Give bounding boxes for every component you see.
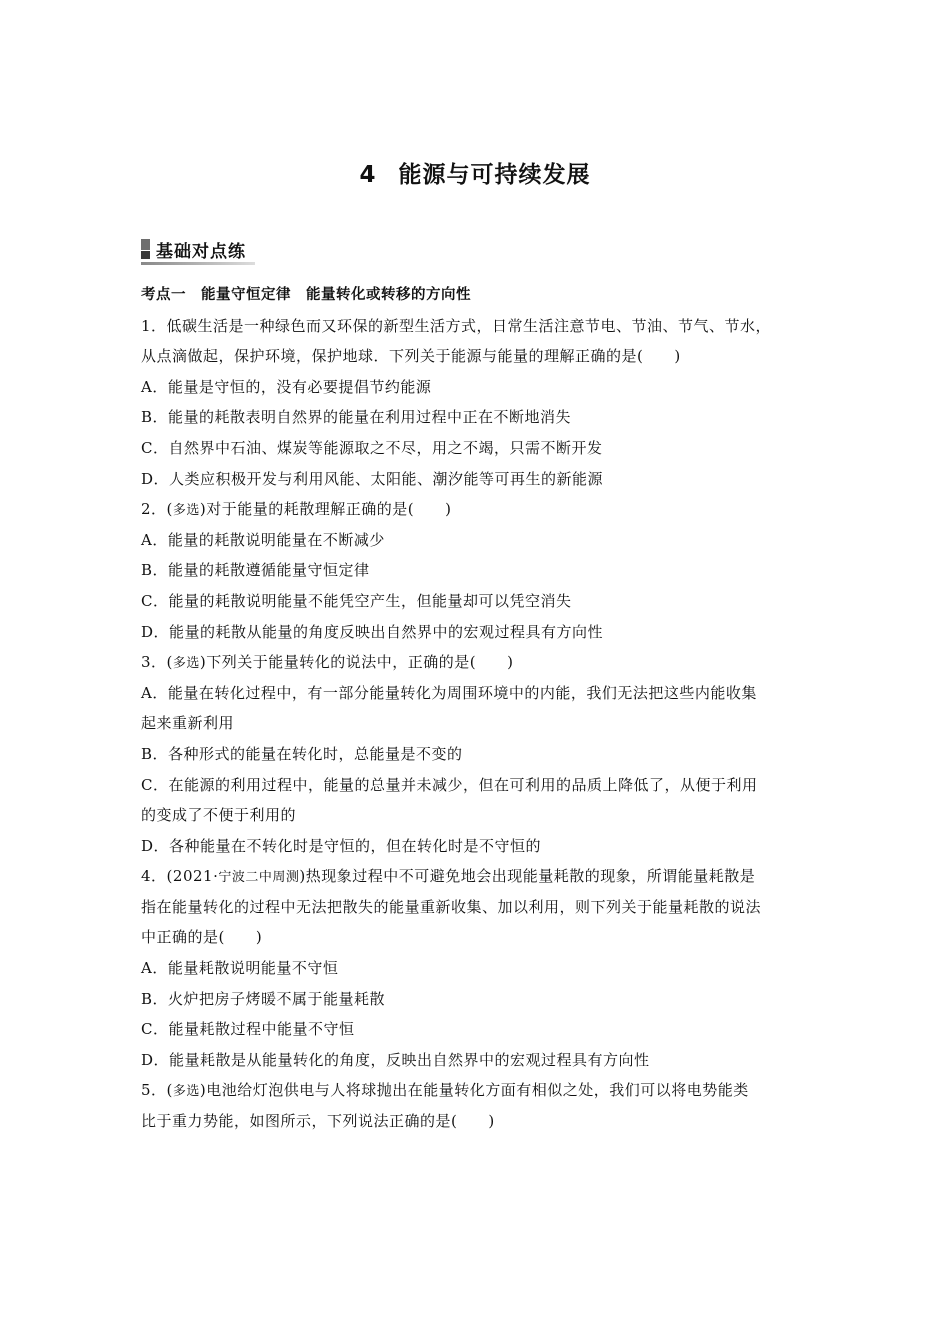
question-prefix: 3．( xyxy=(141,653,173,672)
q2-stem xyxy=(141,494,821,525)
q4-option-d xyxy=(141,1045,821,1076)
line-text: C．能量耗散过程中能量不守恒 xyxy=(141,1020,355,1039)
line-text: 中正确的是( ) xyxy=(141,928,263,947)
question-tag: 多选 xyxy=(172,503,200,519)
line-text: C．能量的耗散说明能量不能凭空产生，但能量却可以凭空消失 xyxy=(141,591,572,610)
line-text: A．能量是守恒的，没有必要提倡节约能源 xyxy=(141,377,432,396)
keypoint-heading: 考点一 能量守恒定律 能量转化或转移的方向性 xyxy=(141,287,471,303)
chapter-title: 能源与可持续发展 xyxy=(398,162,591,188)
question-prefix: 5．( xyxy=(141,1081,173,1100)
q3-option-b xyxy=(141,739,821,770)
question-lines xyxy=(141,311,821,1137)
line-text: A．能量耗散说明能量不守恒 xyxy=(141,959,339,978)
line-text: D．能量的耗散从能量的角度反映出自然界中的宏观过程具有方向性 xyxy=(141,622,604,641)
q4-stem-line-2 xyxy=(141,892,821,923)
page-title xyxy=(0,156,950,189)
line-text: )对于能量的耗散理解正确的是( ) xyxy=(199,500,452,519)
q1-stem-line-1 xyxy=(141,311,821,342)
line-text: B．能量的耗散遵循能量守恒定律 xyxy=(141,561,370,580)
q2-option-a xyxy=(141,525,821,556)
q3-option-d xyxy=(141,831,821,862)
line-text: )热现象过程中不可避免地会出现能量耗散的现象，所谓能量耗散是 xyxy=(299,867,756,886)
q5-stem-line-1 xyxy=(141,1075,821,1106)
q5-stem-line-2 xyxy=(141,1106,821,1137)
q4-option-c xyxy=(141,1014,821,1045)
q1-option-d xyxy=(141,464,821,495)
line-text: 指在能量转化的过程中无法把散失的能量重新收集、加以利用，则下列关于能量耗散的说法 xyxy=(141,897,762,916)
line-text: C．自然界中石油、煤炭等能源取之不尽，用之不竭，只需不断开发 xyxy=(141,438,603,457)
question-prefix: 4．(2021· xyxy=(141,867,219,886)
q1-option-a xyxy=(141,372,821,403)
line-text: D．各种能量在不转化时是守恒的，但在转化时是不守恒的 xyxy=(141,836,542,855)
q4-stem-line-1 xyxy=(141,861,821,892)
q4-option-b xyxy=(141,984,821,1015)
q2-option-d xyxy=(141,617,821,648)
line-text: C．在能源的利用过程中，能量的总量并未减少，但在可利用的品质上降低了，从便于利用 xyxy=(141,775,758,794)
section-header xyxy=(141,236,246,262)
q1-stem-line-2 xyxy=(141,341,821,372)
section-label: 基础对点练 xyxy=(156,241,246,262)
q1-option-c xyxy=(141,433,821,464)
line-text: A．能量在转化过程中，有一部分能量转化为周围环境中的内能，我们无法把这些内能收集 xyxy=(141,683,757,702)
line-text: B．火炉把房子烤暖不属于能量耗散 xyxy=(141,989,386,1008)
q4-stem-line-3 xyxy=(141,922,821,953)
line-text: B．各种形式的能量在转化时，总能量是不变的 xyxy=(141,744,463,763)
question-tag: 宁波二中周测 xyxy=(218,870,300,886)
section-marker-icon xyxy=(141,239,150,259)
q2-option-c xyxy=(141,586,821,617)
line-text: A．能量的耗散说明能量在不断减少 xyxy=(141,530,385,549)
q3-option-c-line-1 xyxy=(141,770,821,801)
q3-option-c-line-2 xyxy=(141,800,821,831)
line-text: )电池给灯泡供电与人将球抛出在能量转化方面有相似之处，我们可以将电势能类 xyxy=(199,1081,749,1100)
line-text: 从点滴做起，保护环境，保护地球．下列关于能源与能量的理解正确的是( ) xyxy=(141,347,681,366)
question-tag: 多选 xyxy=(172,1084,200,1100)
line-text: 的变成了不便于利用的 xyxy=(141,806,297,825)
q3-option-a-line-2 xyxy=(141,708,821,739)
question-prefix: 2．( xyxy=(141,500,173,519)
q3-option-a-line-1 xyxy=(141,678,821,709)
q3-stem xyxy=(141,647,821,678)
line-text: )下列关于能量转化的说法中，正确的是( ) xyxy=(199,653,514,672)
line-text: 起来重新利用 xyxy=(141,714,235,733)
line-text: B．能量的耗散表明自然界的能量在利用过程中正在不断地消失 xyxy=(141,408,572,427)
q4-option-a xyxy=(141,953,821,984)
chapter-number: 4 xyxy=(359,162,377,188)
q1-option-b xyxy=(141,402,821,433)
section-underline xyxy=(141,262,255,265)
q2-option-b xyxy=(141,555,821,586)
question-tag: 多选 xyxy=(172,656,200,672)
line-text: D．能量耗散是从能量转化的角度，反映出自然界中的宏观过程具有方向性 xyxy=(141,1050,650,1069)
line-text: D．人类应积极开发与利用风能、太阳能、潮汐能等可再生的新能源 xyxy=(141,469,604,488)
line-text: 1．低碳生活是一种绿色而又环保的新型生活方式，日常生活注意节电、节油、节气、节水， xyxy=(141,316,772,335)
question-content xyxy=(141,280,821,1137)
line-text: 比于重力势能，如图所示，下列说法正确的是( ) xyxy=(141,1112,495,1131)
